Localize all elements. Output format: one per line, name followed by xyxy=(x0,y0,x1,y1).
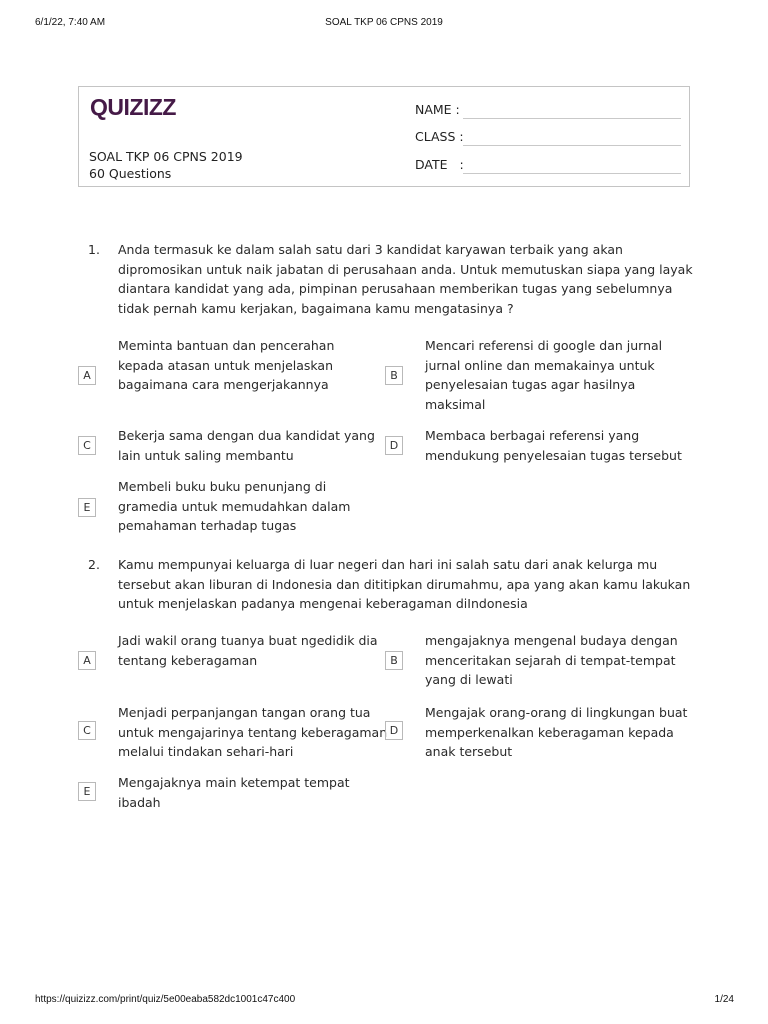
date-line xyxy=(463,173,681,174)
question-text xyxy=(118,240,698,318)
option-d-text xyxy=(425,426,700,465)
question-text-line: Anda termasuk ke dalam salah satu dari 3 kandidat karyawan terbaik yang akan xyxy=(118,242,623,257)
option-text-line: penyelesaian tugas agar hasilnya xyxy=(425,377,636,392)
option-b-text xyxy=(425,631,700,690)
name-label: NAME : xyxy=(415,102,460,117)
option-text-line: mengajaknya mengenal budaya dengan xyxy=(425,633,678,648)
question-text xyxy=(118,555,698,614)
option-text-line: melalui tindakan sehari-hari xyxy=(118,744,294,759)
option-text-line: pemahaman terhadap tugas xyxy=(118,518,297,533)
question-count: 60 Questions xyxy=(89,166,172,181)
class-line xyxy=(463,145,681,146)
option-letter-a: A xyxy=(78,366,96,385)
print-timestamp: 6/1/22, 7:40 AM xyxy=(35,17,106,28)
option-text-line: untuk mengajarinya tentang keberagaman xyxy=(118,724,388,740)
quiz-title: SOAL TKP 06 CPNS 2019 xyxy=(89,149,243,164)
option-text-line: bagaimana cara mengerjakannya xyxy=(118,377,329,392)
option-b-text xyxy=(425,336,700,414)
name-field xyxy=(415,102,681,120)
option-d-text xyxy=(425,703,700,762)
option-a-text xyxy=(118,631,393,670)
option-text-line: maksimal xyxy=(425,396,486,412)
option-text-line: Mencari referensi di google dan jurnal xyxy=(425,338,663,353)
class-field xyxy=(415,129,681,147)
question-number: 2. xyxy=(88,557,100,572)
question-text-line: diantara kandidat yang ada, pimpinan perusahaan memberikan tugas yang sebelumnya xyxy=(118,281,673,296)
option-text-line: anak tersebut xyxy=(425,744,513,759)
option-text-line: yang di lewati xyxy=(425,672,513,687)
option-text-line: ibadah xyxy=(118,794,161,810)
print-footer xyxy=(0,994,768,1008)
option-text-line: jurnal online dan memakainya untuk xyxy=(425,357,655,373)
question-text-line: Kamu mempunyai keluarga di luar negeri dan hari ini salah satu dari anak kelurga mu xyxy=(118,557,658,572)
option-a-text xyxy=(118,336,393,395)
option-text-line: Membaca berbagai referensi yang xyxy=(425,428,640,443)
option-letter-e: E xyxy=(78,782,96,801)
question-text-line: untuk menjelaskan padanya mengenai keberagaman diIndonesia xyxy=(118,596,528,611)
option-letter-d: D xyxy=(385,721,403,740)
option-text-line: Bekerja sama dengan dua kandidat yang xyxy=(118,428,375,443)
print-title: SOAL TKP 06 CPNS 2019 xyxy=(325,17,443,28)
option-c-text xyxy=(118,426,393,465)
option-text-line: Jadi wakil orang tuanya buat ngedidik dia xyxy=(118,633,378,648)
option-letter-c: C xyxy=(78,721,96,740)
option-letter-e: E xyxy=(78,498,96,517)
option-letter-b: B xyxy=(385,651,403,670)
print-header xyxy=(0,17,768,31)
question-text-line: dipromosikan untuk naik jabatan di perusahaan anda. Untuk memutuskan siapa yang layak xyxy=(118,261,693,277)
option-text-line: tentang keberagaman xyxy=(118,652,258,668)
question-text-line: tidak pernah kamu kerjakan, bagaimana kamu mengatasinya ? xyxy=(118,300,514,316)
date-label: DATE : xyxy=(415,157,464,172)
quizizz-logo: QUIZIZZ xyxy=(90,94,176,120)
class-label: CLASS : xyxy=(415,129,464,144)
option-text-line: lain untuk saling membantu xyxy=(118,447,294,463)
page-number: 1/24 xyxy=(714,994,734,1005)
option-text-line: mendukung penyelesaian tugas tersebut xyxy=(425,447,682,463)
option-text-line: menceritakan sejarah di tempat-tempat xyxy=(425,652,676,668)
print-url: https://quizizz.com/print/quiz/5e00eaba582dc1001c47c400 xyxy=(35,994,296,1005)
quiz-header-box xyxy=(78,86,690,187)
option-c-text xyxy=(118,703,388,762)
option-letter-c: C xyxy=(78,436,96,455)
option-text-line: kepada atasan untuk menjelaskan xyxy=(118,357,334,373)
option-text-line: Menjadi perpanjangan tangan orang tua xyxy=(118,705,371,720)
date-field xyxy=(415,157,681,175)
option-letter-d: D xyxy=(385,436,403,455)
question-number: 1. xyxy=(88,242,100,257)
option-e-text xyxy=(118,773,393,812)
option-text-line: Membeli buku buku penunjang di xyxy=(118,479,327,494)
name-line xyxy=(463,118,681,119)
question-text-line: tersebut akan liburan di Indonesia dan dititipkan dirumahmu, apa yang akan kamu lakukan xyxy=(118,576,691,592)
option-text-line: Mengajak orang-orang di lingkungan buat xyxy=(425,705,688,720)
option-text-line: gramedia untuk memudahkan dalam xyxy=(118,498,351,514)
option-text-line: Mengajaknya main ketempat tempat xyxy=(118,775,350,790)
option-letter-b: B xyxy=(385,366,403,385)
option-text-line: memperkenalkan keberagaman kepada xyxy=(425,724,674,740)
option-text-line: Meminta bantuan dan pencerahan xyxy=(118,338,335,353)
option-e-text xyxy=(118,477,393,536)
option-letter-a: A xyxy=(78,651,96,670)
